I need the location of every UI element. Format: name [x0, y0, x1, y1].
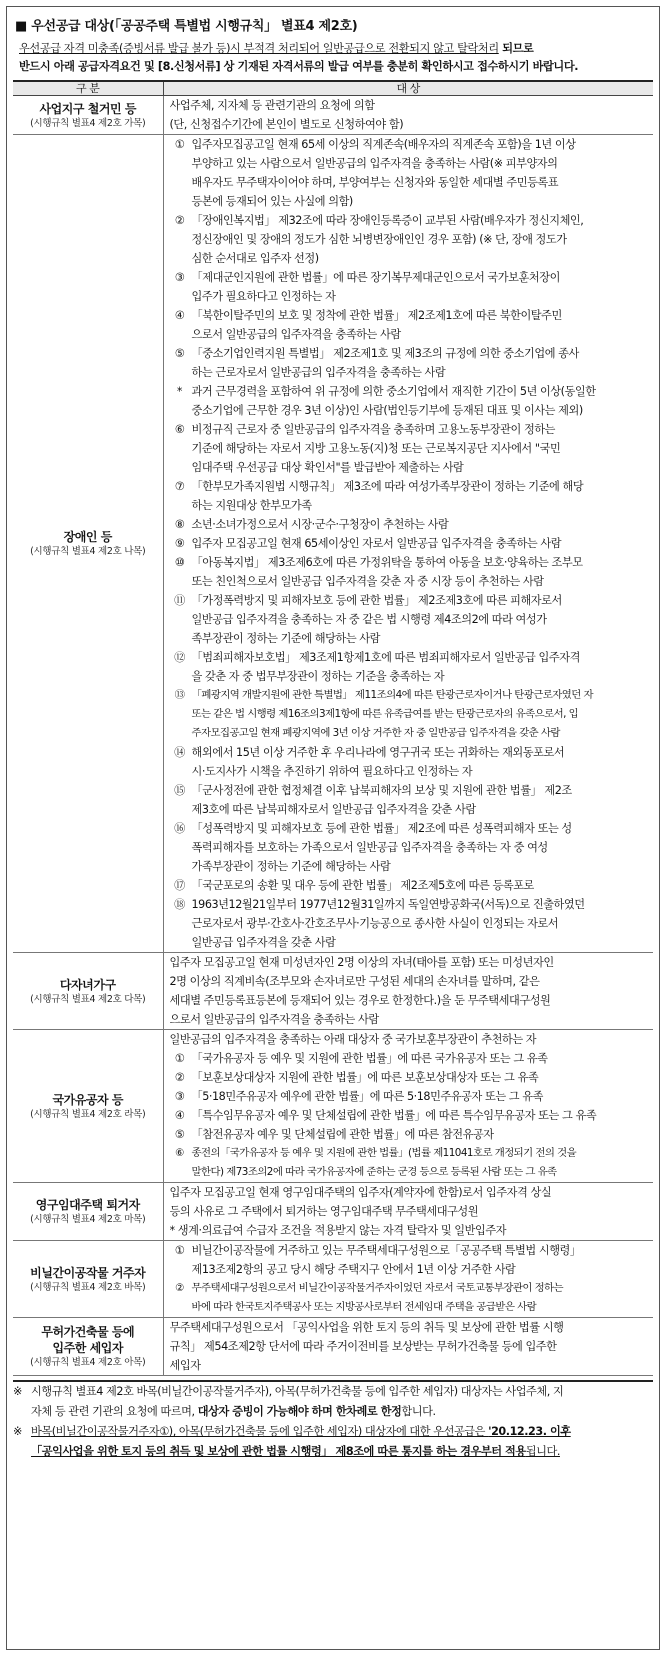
- target-item-line: 제3호에 따른 납북피해자로서 일반공급 입주자격을 갖춘 사람: [191, 803, 476, 816]
- target-item-first-line: [170, 1106, 652, 1125]
- item-number: ②: [174, 214, 185, 227]
- target-item: [170, 553, 652, 591]
- item-number: ④: [174, 309, 185, 322]
- item-number: ⑧: [174, 518, 185, 531]
- target-line: 입주자 모집공고일 현재 영구임대주택의 입주자(계약자에 한함)로서 입주자격 상실: [169, 1186, 552, 1199]
- target-item-line: 폭력피해자를 보호하는 가족으로서 일반공급 입주자격을 충족하는 자 중 여성: [191, 841, 548, 854]
- item-number: ⑩: [174, 556, 185, 569]
- target-item-line: 바에 따라 한국토지주택공사 또는 지방공사로부터 전세임대 주택을 공급받은 사람: [191, 1301, 537, 1313]
- item-text: 「폐광지역 개발지원에 관한 특별법」 제11조의4에 따른 탄광근로자이거나 탄광근로자였던 자: [191, 689, 593, 701]
- item-number: ⑥: [174, 423, 185, 436]
- item-text: 「아동복지법」 제3조제6호에 따른 가정위탁을 통하여 아동을 보호·양육하는 조부모: [191, 556, 583, 569]
- category-reference: (시행규칙 별표4 제2호 나목): [30, 546, 146, 557]
- target-item: [170, 1049, 652, 1068]
- item-number: ③: [174, 1090, 185, 1103]
- category-reference: (시행규칙 별표4 제2호 아목): [30, 1357, 146, 1368]
- category-cell: [13, 1318, 163, 1376]
- target-item-line: 주자모집공고일 현재 폐광지역에 3년 이상 거주한 자 중 일반공급 입주자격을 갖춘 사람: [191, 727, 560, 739]
- item-number: ⑱: [174, 898, 185, 911]
- item-text: 「국군포로의 송환 및 대우 등에 관한 법률」 제2조제5호에 따른 등록포로: [191, 879, 534, 892]
- target-item-first-line: [170, 1279, 652, 1298]
- target-cell: [163, 1241, 653, 1318]
- item-text: 「범죄피해자보호법」 제3조제1항제1호에 따른 범죄피해자로서 일반공급 입주자격: [191, 651, 580, 664]
- intro-warning: 우선공급 자격 미충족(증빙서류 발급 불가 등)시 부적격 처리되어 일반공급으로 전환되지 않고 탈락처리: [19, 42, 499, 55]
- item-text: 1963년12월21일부터 1977년12월31일까지 독일연방공화국(서독)으로 진출하였던: [191, 898, 585, 911]
- item-number: *: [176, 385, 183, 398]
- target-cell: [163, 96, 653, 135]
- item-number: ①: [174, 1244, 185, 1257]
- item-text: 「5·18민주유공자 예우에 관한 법률」에 따른 5·18민주유공자 또는 그 유족: [191, 1090, 543, 1103]
- item-text: 입주자 모집공고일 현재 65세이상인 자로서 일반공급 입주자격을 충족하는 사람: [191, 537, 562, 550]
- category-cell: [13, 135, 163, 953]
- target-item: [170, 135, 652, 211]
- footnote-2-date: '20.12.23. 이후: [488, 1425, 571, 1438]
- target-item-line: 배우자도 무주택자이어야 하며, 부양여부는 신청자와 동일한 세대별 주민등록표: [191, 176, 559, 189]
- target-item-first-line: [170, 1241, 652, 1260]
- item-number: ⑪: [174, 594, 185, 607]
- target-item-line: 족부장관이 정하는 기준에 해당하는 사람: [191, 632, 380, 645]
- target-item-first-line: [170, 743, 652, 762]
- note-mark: ※: [13, 1425, 22, 1438]
- target-item-first-line: [170, 211, 652, 230]
- item-number: ⑬: [174, 689, 185, 701]
- row-permanent-rental-leavers: [13, 1183, 653, 1241]
- target-item: [170, 534, 652, 553]
- target-item-first-line: [170, 268, 652, 287]
- target-item-line: 등본에 등재되어 있는 사실에 의함): [191, 195, 353, 208]
- category-cell: [13, 1030, 163, 1183]
- item-text: 소년·소녀가정으로서 시장·군수·구청장이 추천하는 사람: [191, 518, 449, 531]
- target-item-first-line: [170, 1068, 652, 1087]
- target-cell: [163, 1183, 653, 1241]
- target-item-line: 또는 친인척으로서 일반공급 입주자격을 갖춘 자 중 시장 등이 추천하는 사람: [191, 575, 544, 588]
- target-item-first-line: [170, 591, 652, 610]
- target-item-first-line: [170, 515, 652, 534]
- item-number: ⑯: [174, 822, 185, 835]
- header-category: 구 분: [13, 81, 163, 96]
- target-item: [170, 1087, 652, 1106]
- row-vinyl-shelter: [13, 1241, 653, 1318]
- target-item-line: 말한다) 제73조의2에 따라 국가유공자에 준하는 군경 등으로 등록된 사람 또는 그 유족: [191, 1166, 557, 1178]
- category-cell: [13, 1183, 163, 1241]
- target-cell: [163, 953, 653, 1030]
- target-item: [170, 382, 652, 420]
- footnote-1: [13, 1382, 653, 1422]
- footnote-1-tail: 합니다.: [401, 1405, 436, 1418]
- category-reference: (시행규칙 별표4 제2호 라목): [30, 1108, 146, 1120]
- target-item-first-line: [170, 895, 652, 914]
- target-item: [170, 1144, 652, 1182]
- target-lead-text: 일반공급의 입주자격을 충족하는 아래 대상자 중 국가보훈부장관이 추천하는 자: [169, 1033, 537, 1046]
- document-page: [6, 6, 660, 1650]
- category-name: 무허가건축물 등에: [41, 1325, 135, 1339]
- target-line: 2명 이상의 직계비속(조부모와 손자녀로만 구성된 세대의 손자녀를 말하며, 같은: [169, 975, 540, 988]
- target-item-line: 가족부장관이 정하는 기준에 해당하는 사람: [191, 860, 391, 873]
- target-item-line: 제13조제2항의 공고 당시 해당 주택지구 안에서 1년 이상 거주한 사람: [191, 1263, 516, 1276]
- priority-supply-table: [13, 80, 653, 1376]
- intro-notice: [19, 40, 651, 76]
- item-number: ⑰: [174, 879, 185, 892]
- target-item-first-line: [170, 876, 652, 895]
- item-text: 「한부모가족지원법 시행규칙」 제3조에 따라 여성가족부장관이 정하는 기준에 해당: [191, 480, 584, 493]
- item-text: 「보훈보상대상자 지원에 관한 법률」에 따른 보훈보상대상자 또는 그 유족: [191, 1071, 539, 1084]
- target-item: [170, 344, 652, 382]
- item-number: ⑦: [174, 480, 185, 493]
- target-item: [170, 477, 652, 515]
- item-number: ③: [174, 271, 185, 284]
- target-item: [170, 1279, 652, 1317]
- header-target: 대 상: [163, 81, 653, 96]
- category-reference: (시행규칙 별표4 제2호 다목): [30, 993, 146, 1005]
- item-text: 「중소기업인력지원 특별법」 제2조제1호 및 제3조의 규정에 의한 중소기업에 종사: [191, 347, 579, 360]
- item-text: 「가정폭력방지 및 피해자보호 등에 관한 법률」 제2조제3호에 따른 피해자로서: [191, 594, 562, 607]
- item-number: ⑨: [174, 537, 185, 550]
- target-item: [170, 648, 652, 686]
- target-item: [170, 1106, 652, 1125]
- target-item-line: 일반공급 입주자격을 충족하는 자 중 같은 법 시행령 제4조의2에 따라 여성가: [191, 613, 547, 626]
- target-item-line: 임대주택 우선공급 대상 확인서"를 발급받아 제출하는 사람: [191, 461, 464, 474]
- target-item: [170, 268, 652, 306]
- item-number: ④: [174, 1109, 185, 1122]
- target-item: [170, 895, 652, 952]
- item-number: ⑮: [174, 784, 185, 797]
- footnote-2-law: 「공익사업을 위한 토지 등의 취득 및 보상에 관한 법률 시행령」 제8조에 따른 통지를 하는 경우부터 적용: [31, 1445, 526, 1458]
- target-item-first-line: [170, 306, 652, 325]
- target-item: [170, 420, 652, 477]
- target-item: [170, 515, 652, 534]
- target-item-first-line: [170, 1049, 652, 1068]
- target-line: 입주자 모집공고일 현재 미성년자인 2명 이상의 자녀(태아를 포함) 또는 미성년자인: [169, 956, 554, 969]
- note-mark: ※: [13, 1385, 22, 1398]
- category-name: 국가유공자 등: [52, 1092, 124, 1107]
- row-national-merit: [13, 1030, 653, 1183]
- intro-instruction: 반드시 아래 공급자격요건 및 [8.신청서류] 상 기재된 자격서류의 발급 여부를 충분히 확인하시고 접수하시기 바랍니다.: [19, 60, 579, 73]
- target-cell: [163, 1318, 653, 1376]
- target-item-line: 또는 같은 법 시행령 제16조의3제1항에 따른 유족급여를 받는 탄광근로자의 유족으로서, 입: [191, 708, 579, 720]
- target-line: (단, 신청접수기간에 본인이 별도로 신청하여야 함): [169, 118, 404, 131]
- target-item: [170, 819, 652, 876]
- target-item-line: 부양하고 있는 사람으로서 일반공급의 입주자격을 충족하는 사람(※ 피부양자의: [191, 157, 558, 170]
- footnote-1-line1: 시행규칙 별표4 제2호 바목(비닐간이공작물거주자), 아목(무허가건축물 등에 입주한 세입자) 대상자는 사업주체, 지: [31, 1385, 564, 1398]
- target-item-first-line: [170, 1144, 652, 1163]
- category-name: 비닐간이공작물 거주자: [30, 1265, 146, 1280]
- target-item-line: 일반공급 입주자격을 갖춘 사람: [191, 936, 336, 949]
- target-item-line: 입주가 필요하다고 인정하는 자: [191, 290, 336, 303]
- category-name: 영구임대주택 퇴거자: [35, 1198, 140, 1212]
- category-cell: [13, 96, 163, 135]
- item-text: 「참전유공자 예우 및 단체설립에 관한 법률」에 따른 참전유공자: [191, 1128, 494, 1141]
- target-item-first-line: [170, 382, 652, 401]
- target-item: [170, 686, 652, 743]
- item-text: 「장애인복지법」 제32조에 따라 장애인등록증이 교부된 사람(배우자가 정신지체인,: [191, 214, 584, 227]
- target-item-line: 정신장애인 및 장애의 정도가 심한 뇌병변장애인인 경우 포함) (※ 단, 장애 정도가: [191, 233, 567, 246]
- item-text: 「특수임무유공자 예우 및 단체설립에 관한 법률」에 따른 특수임무유공자 또는 그 유족: [191, 1109, 597, 1122]
- footnote-2-tail: 됩니다.: [525, 1445, 560, 1458]
- target-item-first-line: [170, 819, 652, 838]
- item-text: 입주자모집공고일 현재 65세 이상의 직계존속(배우자의 직계존속 포함)을 1년 이상: [191, 138, 576, 151]
- category-name: 다자녀가구: [59, 977, 116, 992]
- row-unlicensed-tenants: [13, 1318, 653, 1376]
- section-title: ■ 우선공급 대상(「공공주택 특별법 시행규칙」 별표4 제2호): [15, 19, 358, 34]
- target-item-first-line: [170, 477, 652, 496]
- item-text: 비닐간이공작물에 거주하고 있는 무주택세대구성원으로「공공주택 특별법 시행령」: [191, 1244, 581, 1257]
- target-item: [170, 211, 652, 268]
- footnote-2-line1: 바목(비닐간이공작물거주자①), 아목(무허가건축물 등에 입주한 세입자) 대상자에 대한 우선공급은: [31, 1425, 489, 1438]
- footnote-1-line2: 자체 등 관련 기관의 요청에 따르며,: [31, 1405, 198, 1418]
- item-text: 「성폭력방지 및 피해자보호 등에 관한 법률」 제2조에 따른 성폭력피해자 또는 성: [191, 822, 572, 835]
- item-text: 「제대군인지원에 관한 법률」에 따른 장기복무제대군인으로서 국가보훈처장이: [191, 271, 560, 284]
- item-number: ⑥: [175, 1147, 184, 1159]
- intro-warning-tail: 되므로: [498, 42, 534, 55]
- target-line: 으로서 일반공급의 입주자격을 충족하는 사람: [169, 1013, 379, 1026]
- target-item-first-line: [170, 420, 652, 439]
- target-item: [170, 743, 652, 781]
- target-line: 세대별 주민등록표등본에 등재되어 있는 경우로 한정한다.)을 둔 무주택세대구성원: [169, 994, 551, 1007]
- target-item-line: 하는 지원대상 한부모가족: [191, 499, 312, 512]
- target-line: * 생계·의료급여 수급자 조건을 적용받지 않는 자격 탈락자 및 일반입주자: [169, 1224, 507, 1237]
- target-item-line: 으로서 일반공급의 입주자격을 충족하는 사람: [191, 328, 401, 341]
- target-item-line: 을 갖춘 자 중 법무부장관이 정하는 기준을 충족하는 자: [191, 670, 445, 683]
- item-text: 과거 근무경력을 포함하여 위 규정에 의한 중소기업에서 재직한 기간이 5년 이상(동일한: [191, 385, 596, 398]
- target-item-line: 중소기업에 근무한 경우 3년 이상)인 사람(법인등기부에 등재된 대표 및 이사는 제외): [191, 404, 583, 417]
- target-item: [170, 591, 652, 648]
- target-item: [170, 1241, 652, 1279]
- target-item: [170, 1125, 652, 1144]
- target-item-first-line: [170, 135, 652, 154]
- category-reference: (시행규칙 별표4 제2호 마목): [30, 1214, 146, 1225]
- target-item-line: 근로자로서 광부·간호사·간호조무사·기능공으로 종사한 사실이 인정되는 자로서: [191, 917, 559, 930]
- category-name: 사업지구 철거민 등: [39, 101, 137, 116]
- item-text: 비정규직 근로자 중 일반공급의 입주자격을 충족하며 고용노동부장관이 정하는: [191, 423, 556, 436]
- footnotes: [13, 1380, 653, 1462]
- target-item-first-line: [170, 686, 652, 705]
- target-line: 세입자: [169, 1359, 201, 1372]
- target-line: 무주택세대구성원으로서 「공익사업을 위한 토지 등의 취득 및 보상에 관한 법률 시행: [169, 1321, 564, 1334]
- category-reference: (시행규칙 별표4 제2호 바목): [30, 1281, 146, 1293]
- item-number: ②: [174, 1071, 185, 1084]
- target-item: [170, 781, 652, 819]
- target-item: [170, 306, 652, 344]
- item-number: ⑤: [174, 347, 185, 360]
- target-cell: [163, 135, 653, 953]
- target-line: 규칙」 제54조제2항 단서에 따라 주거이전비를 보상받는 무허가건축물 등에 입주한: [169, 1340, 557, 1353]
- target-item-line: 시·도지사가 시책을 추진하기 위하여 필요하다고 인정하는 자: [191, 765, 473, 778]
- target-item-line: 하는 근로자로서 일반공급의 입주자격을 충족하는 사람: [191, 366, 446, 379]
- footnote-1-emphasis: 대상자 증빙이 가능해야 하며 한차례로 한정: [197, 1405, 402, 1418]
- target-item: [170, 876, 652, 895]
- target-item-first-line: [170, 553, 652, 572]
- target-item-line: 심한 순서대로 입주자 선정): [191, 252, 319, 265]
- item-number: ②: [175, 1282, 184, 1294]
- target-item-first-line: [170, 1087, 652, 1106]
- target-item: [170, 1068, 652, 1087]
- item-number: ⑫: [174, 651, 185, 664]
- target-item-first-line: [170, 1125, 652, 1144]
- item-number: ⑭: [174, 746, 185, 759]
- target-line: 등의 사유로 그 주택에서 퇴거하는 영구임대주택 무주택세대구성원: [169, 1205, 479, 1218]
- footnote-2: [13, 1422, 653, 1462]
- item-text: 종전의「국가유공자 등 예우 및 지원에 관한 법률」(법률 제11041호로 개정되기 전의 것을: [191, 1147, 577, 1159]
- item-text: 「군사정전에 관한 협정체결 이후 납북피해자의 보상 및 지원에 관한 법률」 제2조: [191, 784, 572, 797]
- category-reference: (시행규칙 별표4 제2호 가목): [30, 117, 146, 129]
- item-number: ①: [174, 1052, 185, 1065]
- target-item-first-line: [170, 344, 652, 363]
- item-text: 「북한이탈주민의 보호 및 정착에 관한 법률」 제2조제1호에 따른 북한이탈주민: [191, 309, 562, 322]
- item-text: 무주택세대구성원으로서 비닐간이공작물거주자이었던 자로서 국토교통부장관이 정하는: [191, 1282, 564, 1294]
- category-name: 입주한 세입자: [52, 1341, 124, 1355]
- row-demolition-evictees: [13, 96, 653, 135]
- category-cell: [13, 1241, 163, 1318]
- target-item-first-line: [170, 534, 652, 553]
- target-item-line: 기준에 해당하는 자로서 지방 고용노동(지)청 또는 근로복지공단 지사에서 "국민: [191, 442, 561, 455]
- target-cell: [163, 1030, 653, 1183]
- target-item-first-line: [170, 781, 652, 800]
- category-name: 장애인 등: [63, 530, 112, 544]
- item-text: 「국가유공자 등 예우 및 지원에 관한 법률」에 따른 국가유공자 또는 그 유족: [191, 1052, 548, 1065]
- row-disabled-etc: [13, 135, 653, 953]
- target-line: 사업주체, 지자체 등 관련기관의 요청에 의함: [169, 99, 375, 112]
- category-cell: [13, 953, 163, 1030]
- item-text: 해외에서 15년 이상 거주한 후 우리나라에 영구귀국 또는 귀화하는 재외동포로서: [191, 746, 565, 759]
- row-multi-child: [13, 953, 653, 1030]
- target-item-first-line: [170, 648, 652, 667]
- item-number: ⑤: [174, 1128, 185, 1141]
- item-number: ①: [174, 138, 185, 151]
